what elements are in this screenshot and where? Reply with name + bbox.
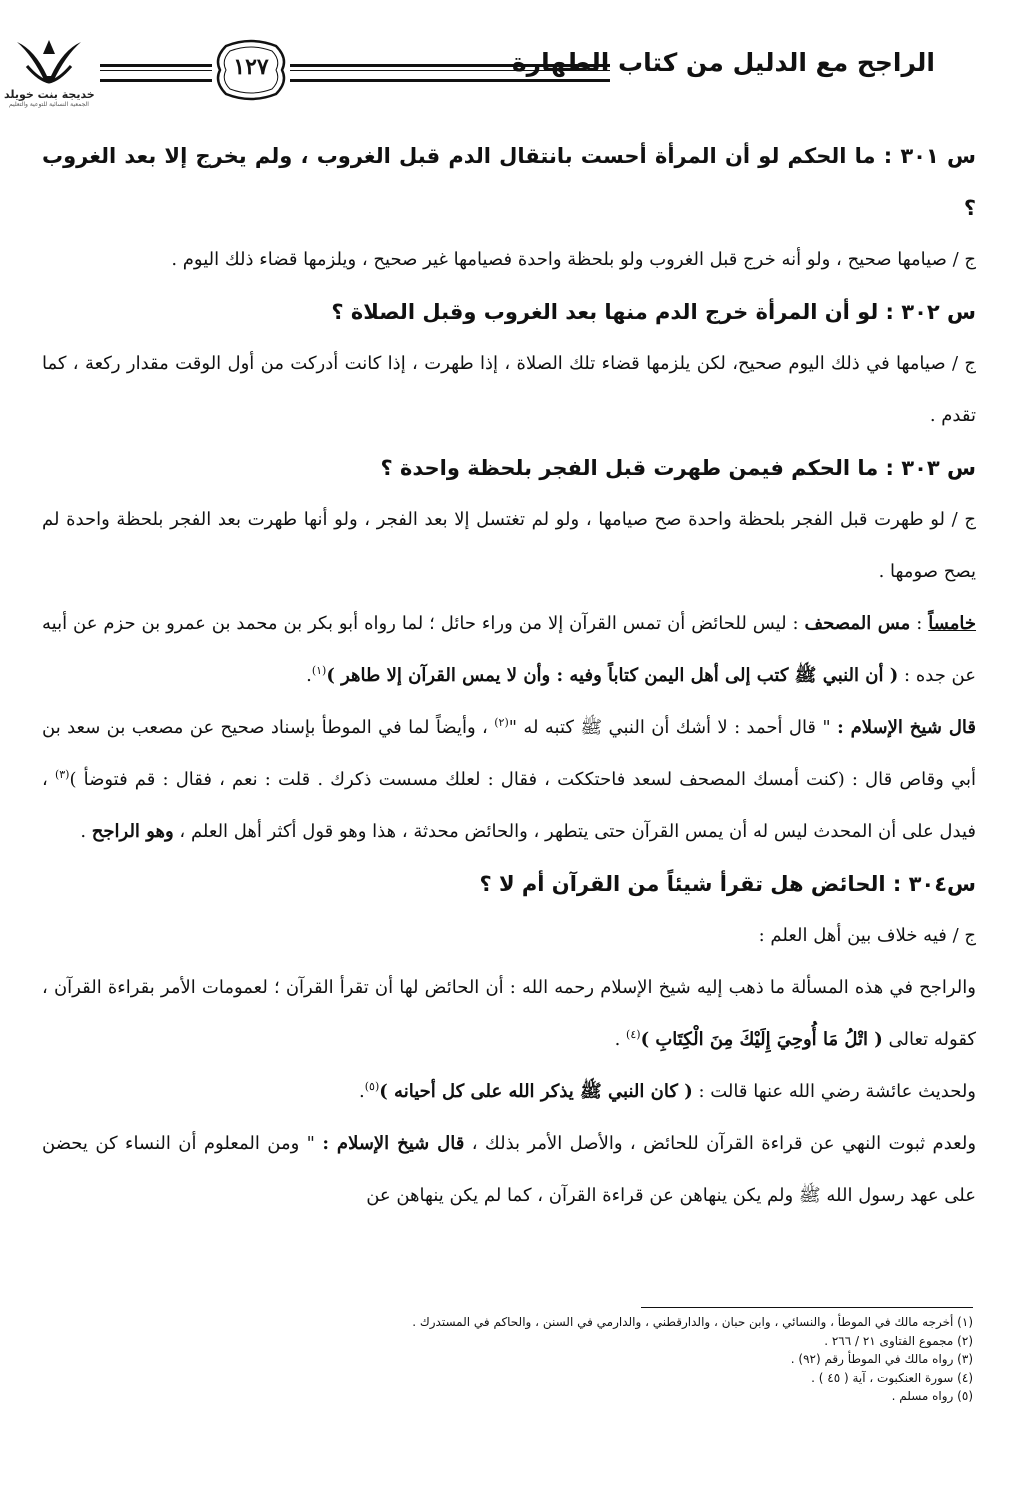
question-302: س ٣٠٢ : لو أن المرأة خرج الدم منها بعد الغروب وقبل الصلاة ؟ [331,300,976,324]
hadith-quote-2: ( كان النبي ﷺ يذكر الله على كل أحيانه ) [379,1081,693,1102]
conclusion-text: ، فيدل على أن المحدث ليس له أن يمس القرآن حتى يتطهر ، والحائض محدثة ، هذا وهو قول أكثر أهل العلم ، [42,769,976,842]
hadith-quote-1: ( أن النبي ﷺ كتب إلى أهل اليمن كتاباً وفيه : وأن لا يمس القرآن إلا طاهر ) [326,665,899,686]
question-304: س٣٠٤ : الحائض هل تقرأ شيئاً من القرآن أم لا ؟ [479,872,976,896]
logo-name: خديجة بنت خويلد [4,88,95,101]
punctuation: . [306,665,312,686]
punctuation: . [80,821,92,842]
book-logo-icon [9,36,89,88]
footnote-ref-4[interactable]: (٤) [626,1028,641,1041]
page-header [0,28,1015,118]
aisha-paragraph [42,1066,976,1118]
footnote-ref-2[interactable]: (٢) [494,716,509,729]
publisher-logo [4,36,94,116]
aisha-text: ولحديث عائشة رضي الله عنها قالت : [692,1081,976,1102]
prohibition-text: ولعدم ثبوت النهي عن قراءة القرآن للحائض ، والأصل الأمر بذلك ، [464,1133,977,1154]
question-301: س ٣٠١ : ما الحكم لو أن المرأة أحست بانتقال الدم قبل الغروب ، ولم يخرج إلا بعد الغروب ؟ [42,144,976,220]
footnote-separator [641,1307,973,1308]
header-rule-left [100,64,212,82]
answer-303: ج / لو طهرت قبل الفجر بلحظة واحدة صح صيامها ، ولو لم تغتسل إلا بعد الفجر ، ولو أنها طهرت بعد الفجر بلحظة واحدة لم يصح صومها . [42,509,976,582]
footnote-3: (٣) رواه مالك في الموطأ رقم (٩٢) . [790,1352,973,1366]
rajih-label: وهو الراجح [91,821,174,842]
question-303: س ٣٠٣ : ما الحكم فيمن طهرت قبل الفجر بلحظة واحدة ؟ [380,456,976,480]
muwatta-text: ، وأيضاً لما في الموطأ بإسناد صحيح عن مصعب بن سعد بن أبي وقاص قال : (كنت أمسك المصحف لسعد فاحتككت ، فقال : لعلك مسست ذكرك . قلت : نعم ، فقال : قم فتوضأ ) [42,717,977,790]
running-title: الراجح مع الدليل من كتاب الطهارة [511,48,935,77]
page-body [42,130,976,1222]
answer-301: ج / صيامها صحيح ، ولو أنه خرج قبل الغروب ولو بلحظة واحدة فصيامها غير صحيح ، ويلزمها قضاء ذلك اليوم . [171,249,976,270]
sheikh-quote: " قال أحمد : لا أشك أن النبي ﷺ كتبه له " [508,717,838,738]
answer-302: ج / صيامها في ذلك اليوم صحيح، لكن يلزمها قضاء تلك الصلاة ، إذا طهرت ، إذا كانت أدركت من أول الوقت مقدار ركعة ، كما تقدم . [42,353,976,426]
footnote-ref-5[interactable]: (٥) [364,1080,380,1093]
rajih-text: والراجح في هذه المسألة ما ذهب إليه شيخ الإسلام رحمه الله : أن الحائض لها أن تقرأ القرآن ؛ لعمومات الأمر بقراءة القرآن ، كقوله تعالى [42,977,976,1050]
rajih-paragraph [42,962,976,1066]
footnote-2: (٢) مجموع الفتاوى ٢١ / ٢٦٦ . [824,1333,973,1348]
footnote-5: (٥) رواه مسلم . [891,1389,973,1403]
sheikh-paragraph-1 [42,702,976,858]
section-fifth-paragraph: خامساً : مس المصحف : ليس للحائض أن تمس القرآن إلا من وراء حائل ؛ لما رواه أبو بكر بن محمد بن عمرو بن حزم عن أبيه عن جده : ( أن النبي ﷺ كتب إلى أهل اليمن كتاباً وفيه : وأن لا يمس القرآن إلا طاهر )$^{(١)}$. [42,613,977,686]
footnote-ref-1[interactable]: (١) [311,664,327,677]
punctuation: . [359,1081,365,1102]
prohibition-paragraph [42,1118,976,1222]
page-number: ١٢٧ [233,54,269,80]
sheikh-label: قال شيخ الإسلام : [322,1133,465,1154]
punctuation: . [614,1029,627,1050]
sheikh-label: قال شيخ الإسلام : [837,717,976,738]
footnote-4: (٤) سورة العنكبوت ، آية ( ٤٥ ) . [811,1370,973,1385]
section-fifth-label: خامساً [928,613,977,634]
footnote-ref-3[interactable]: (٣) [54,768,70,781]
footnote-1: (١) أخرجه مالك في الموطأ ، والنسائي ، وابن حبان ، والدارقطني ، والدارمي في السنن ، والحاكم في المستدرك . [412,1315,973,1329]
section-fifth-title: مس المصحف [804,613,911,634]
logo-subtitle: الجمعية النسائية للتوعية والتعليم [9,101,89,108]
sheikh-quote-2: " ومن المعلوم أن النساء كن يحضن على عهد رسول الله ﷺ ولم يكن ينهاهن عن قراءة القرآن ، كما لم يكن ينهاهن عن [42,1133,976,1206]
answer-304: ج / فيه خلاف بين أهل العلم : [758,925,976,946]
page-number-badge [212,38,290,102]
section-fifth-text: : ليس للحائض أن تمس القرآن إلا من وراء حائل ؛ لما رواه أبو بكر بن محمد بن عمرو بن حزم عن أبيه عن جده : [42,613,976,686]
quran-verse: ( اتْلُ مَا أُوحِيَ إِلَيْكَ مِنَ الْكِتَابِ ) [640,1029,883,1050]
footnotes [39,1313,973,1406]
